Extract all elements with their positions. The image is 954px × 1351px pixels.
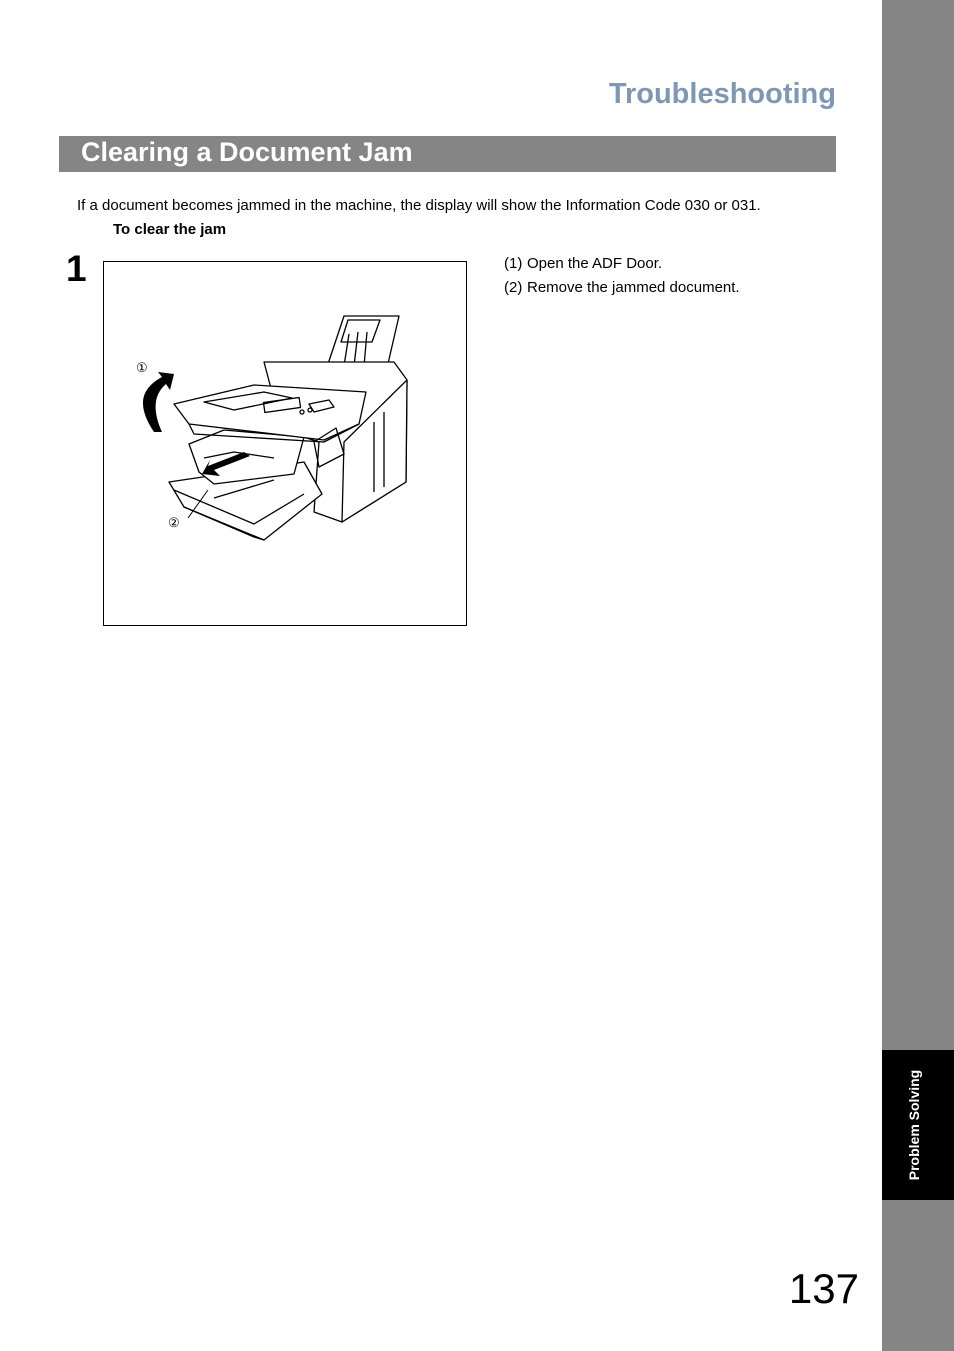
callout-2: ② — [168, 515, 180, 530]
instruction-item — [504, 279, 740, 303]
instruction-text: Remove the jammed document. — [527, 279, 740, 296]
page-heading: Clearing a Document Jam — [59, 136, 836, 172]
instruction-list — [504, 255, 740, 303]
section-title: Troubleshooting — [608, 78, 836, 110]
step-number: 1 — [66, 248, 87, 289]
instruction-text: Open the ADF Door. — [527, 255, 663, 272]
instruction-item — [504, 255, 740, 279]
chapter-tab-label: Problem Solving — [906, 1069, 922, 1181]
instruction-number: (2) — [504, 279, 523, 296]
subheading: To clear the jam — [113, 221, 227, 238]
instruction-number: (1) — [504, 255, 523, 272]
fax-machine-drawing — [104, 262, 468, 627]
page-number: 137 — [788, 1265, 859, 1312]
open-arrow-icon — [143, 372, 174, 432]
callout-1: ① — [136, 360, 148, 375]
fax-illustration — [103, 261, 467, 626]
intro-text: If a document becomes jammed in the machine, the display will show the Information Code 030 or 031. — [77, 197, 761, 214]
